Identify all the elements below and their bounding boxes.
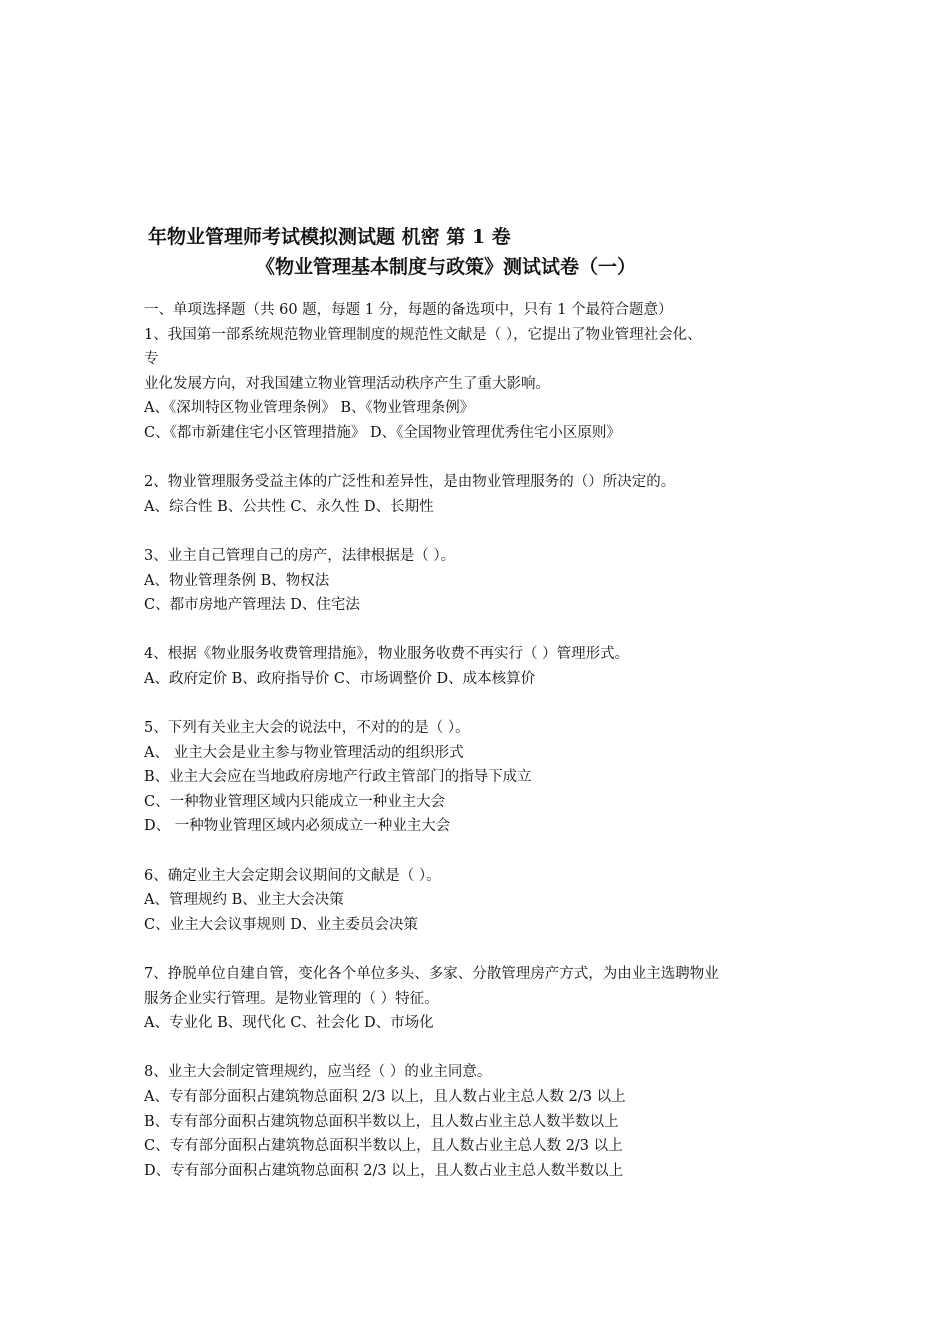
question-text: 5、下列有关业主大会的说法中，不对的的是（ ）。 <box>144 720 470 737</box>
question-2 <box>144 470 824 519</box>
blank-line <box>144 618 824 643</box>
question-option: A、政府定价 B、政府指导价 C、市场调整价 D、成本核算价 <box>144 670 536 687</box>
question-8 <box>144 1060 824 1183</box>
question-option: A、专有部分面积占建筑物总面积 2/3 以上，且人数占业主总人数 2/3 以上 <box>144 1089 626 1105</box>
question-option: A、《深圳特区物业管理条例》 B、《物业管理条例》 <box>144 400 475 417</box>
blank-line <box>144 1036 824 1061</box>
question-7 <box>144 962 824 1036</box>
question-text: 1、我国第一部系统规范物业管理制度的规范性文献是（ ），它提出了物业管理社会化、 <box>144 326 702 343</box>
question-option: C、一种物业管理区域内只能成立一种业主大会 <box>144 793 446 810</box>
question-option: C、《都市新建住宅小区管理措施》 D、《全国物业管理优秀住宅小区原则》 <box>144 424 621 441</box>
question-4 <box>144 642 824 691</box>
question-text: 业化发展方向，对我国建立物业管理活动秩序产生了重大影响。 <box>144 375 550 392</box>
question-6 <box>144 864 824 938</box>
blank-line <box>144 446 824 471</box>
question-option: B、专有部分面积占建筑物总面积半数以上，且人数占业主总人数半数以上 <box>144 1113 619 1130</box>
question-text: 6、确定业主大会定期会议期间的文献是（ ）。 <box>144 867 441 884</box>
question-option: A、管理规约 B、业主大会决策 <box>144 892 344 909</box>
question-text: 7、挣脱单位自建自管，变化各个单位多头、多家、分散管理房产方式，为由业主选聘物业 <box>144 966 719 983</box>
question-text: 服务企业实行管理。是物业管理的（ ）特征。 <box>144 990 439 1007</box>
title-line-2: 《物业管理基本制度与政策》测试试卷（一） <box>256 256 637 278</box>
question-option: B、业主大会应在当地政府房地产行政主管部门的指导下成立 <box>144 769 532 786</box>
question-option: C、业主大会议事规则 D、业主委员会决策 <box>144 916 418 933</box>
question-text: 专 <box>144 351 159 368</box>
question-option: D、 一种物业管理区域内必须成立一种业主大会 <box>144 818 451 835</box>
question-text: 2、物业管理服务受益主体的广泛性和差异性，是由物业管理服务的（）所决定的。 <box>144 474 676 491</box>
question-text: 4、根据《物业服务收费管理措施》，物业服务收费不再实行（ ）管理形式。 <box>144 646 630 663</box>
question-option: A、物业管理条例 B、物权法 <box>144 572 330 589</box>
question-5 <box>144 716 824 839</box>
question-option: C、专有部分面积占建筑物总面积半数以上，且人数占业主总人数 2/3 以上 <box>144 1138 623 1155</box>
title-line-1: 年物业管理师考试模拟测试题 机密 第 1 卷 <box>148 226 511 248</box>
question-3 <box>144 544 824 618</box>
blank-line <box>144 937 824 962</box>
question-option: A、综合性 B、公共性 C、永久性 D、长期性 <box>144 498 434 515</box>
question-option: A、 业主大会是业主参与物业管理活动的组织形式 <box>144 744 464 761</box>
question-text: 3、业主自己管理自己的房产，法律根据是（ ）。 <box>144 547 456 564</box>
blank-line <box>144 519 824 544</box>
blank-line <box>144 839 824 864</box>
question-option: C、都市房地产管理法 D、住宅法 <box>144 597 360 614</box>
question-option: A、专业化 B、现代化 C、社会化 D、市场化 <box>144 1015 434 1032</box>
document-title <box>148 222 828 282</box>
question-1 <box>144 323 824 446</box>
blank-line <box>144 692 824 717</box>
document-body <box>144 298 824 1183</box>
section-heading: 一、单项选择题（共 60 题，每题 1 分，每题的备选项中，只有 1 个最符合题意） <box>144 302 673 318</box>
question-option: D、专有部分面积占建筑物总面积 2/3 以上，且人数占业主总人数半数以上 <box>144 1162 624 1179</box>
question-text: 8、业主大会制定管理规约，应当经（ ）的业主同意。 <box>144 1064 492 1081</box>
